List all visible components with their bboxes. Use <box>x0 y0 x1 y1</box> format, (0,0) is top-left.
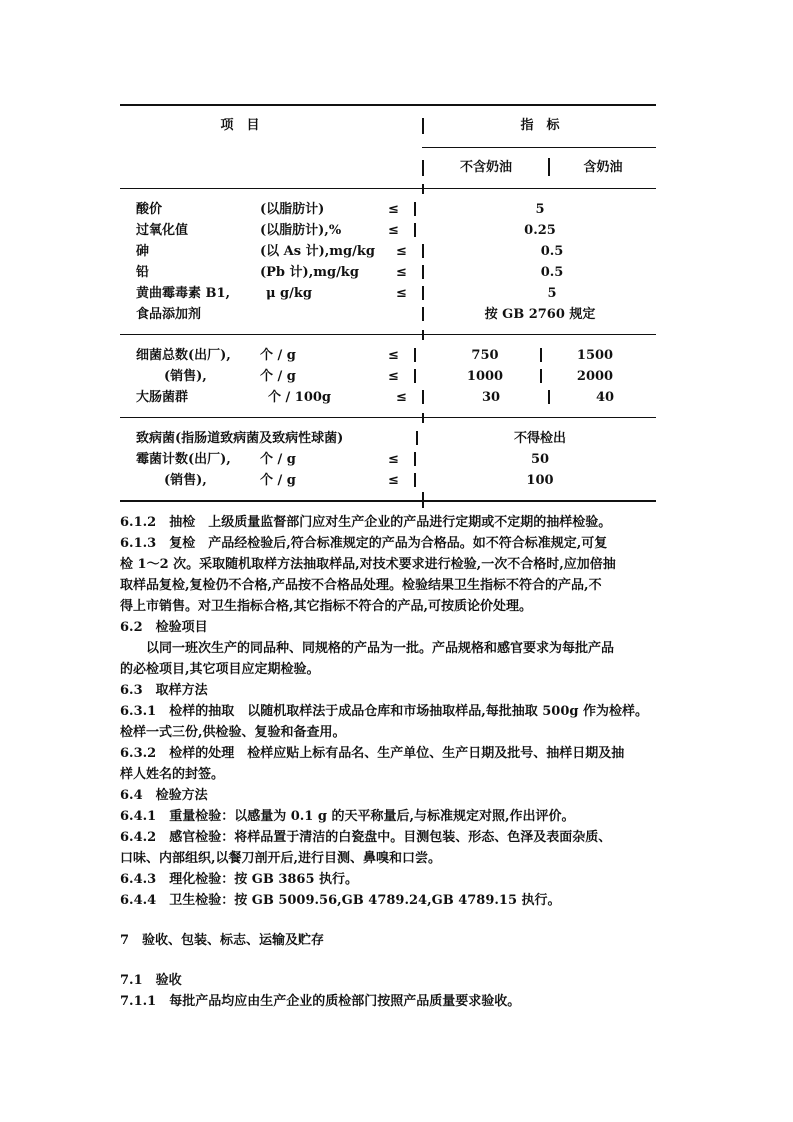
text-line: 样人姓名的封签。 <box>120 767 225 782</box>
row-name: (销售), <box>164 473 207 488</box>
row-divider <box>414 452 416 466</box>
row-value: 0.5 <box>540 244 564 259</box>
header-no-butter: 不含奶油 <box>459 160 512 175</box>
row-value: 0.5 <box>540 265 564 280</box>
row-op: ≤ <box>388 202 399 217</box>
row-name: (销售), <box>164 369 207 384</box>
row-name: 过氧化值 <box>136 223 189 238</box>
text-line: 的必检项目,其它项目应定期检验。 <box>120 662 320 677</box>
text-line: 口味、内部组织,以餐刀剖开后,进行目测、鼻嗅和口尝。 <box>120 851 442 866</box>
text-line: 6.4.2 感官检验：将样品置于清洁的白瓷盘中。目测包装、形态、色泽及表面杂质、 <box>120 830 612 845</box>
chapter-heading: 7 验收、包装、标志、运输及贮存 <box>120 933 325 948</box>
row-unit: (以脂肪计) <box>260 202 325 217</box>
row-value: 不得检出 <box>513 431 566 446</box>
text-line: 7.1.1 每批产品均应由生产企业的质检部门按照产品质量要求验收。 <box>120 994 521 1009</box>
row-op: ≤ <box>388 348 399 363</box>
row-divider <box>422 265 424 279</box>
text-line: 以同一班次生产的同品种、同规格的产品为一批。产品规格和感官要求为每批产品 <box>120 641 615 656</box>
row-value-butter: 40 <box>595 390 615 405</box>
text-line: 6.4.4 卫生检验：按 GB 5009.56,GB 4789.24,GB 4789.15 执行。 <box>120 893 561 908</box>
section-heading: 7.1 验收 <box>120 973 182 988</box>
text-line: 6.3.2 检样的处理 检样应贴上标有品名、生产单位、生产日期及批号、抽样日期及抽 <box>120 746 625 761</box>
text-line: 6.1.2 抽检 上级质量监督部门应对生产企业的产品进行定期或不定期的抽样检验。 <box>120 515 612 530</box>
row-name: 大肠菌群 <box>136 390 189 405</box>
text-line: 取样品复检,复检仍不合格,产品按不合格品处理。检验结果卫生指标不符合的产品,不 <box>120 578 602 593</box>
row-op: ≤ <box>396 244 407 259</box>
row-name: 铅 <box>136 265 150 280</box>
table-top-rule <box>120 104 656 106</box>
row-value: 按 GB 2760 规定 <box>484 307 596 322</box>
row-unit: (Pb 计),mg/kg <box>260 265 359 280</box>
row-unit: (以脂肪计),% <box>260 223 342 238</box>
row-op: ≤ <box>388 369 399 384</box>
row-op: ≤ <box>396 390 407 405</box>
header-butter: 含奶油 <box>583 160 623 175</box>
row-unit: 个 / g <box>260 369 296 384</box>
row-op: ≤ <box>396 286 407 301</box>
row-value: 5 <box>535 202 545 217</box>
row-unit: 个 / g <box>260 473 296 488</box>
row-value-no-butter: 1000 <box>466 369 504 384</box>
row-value: 50 <box>530 452 550 467</box>
row-value-no-butter: 750 <box>471 348 499 363</box>
row-subdivider <box>540 348 542 362</box>
row-name: 酸价 <box>136 202 163 217</box>
row-op: ≤ <box>388 452 399 467</box>
header-bottom-rule <box>120 188 656 189</box>
header-item: 项 目 <box>220 118 260 133</box>
row-divider <box>414 223 416 237</box>
row-divider <box>414 202 416 216</box>
row-unit: 个 / g <box>260 348 296 363</box>
row-value: 5 <box>547 286 557 301</box>
row-op: ≤ <box>388 473 399 488</box>
section-heading: 6.4 检验方法 <box>120 788 208 803</box>
section-heading: 6.3 取样方法 <box>120 683 208 698</box>
group2-bottom-rule <box>120 417 656 418</box>
text-line: 得上市销售。对卫生指标合格,其它指标不符合的产品,可按质论价处理。 <box>120 599 533 614</box>
row-name: 砷 <box>136 244 150 259</box>
row-divider <box>422 286 424 300</box>
row-name: 霉菌计数(出厂), <box>136 452 231 467</box>
row-name: 细菌总数(出厂), <box>136 348 231 363</box>
row-value-no-butter: 30 <box>481 390 501 405</box>
divider <box>422 330 424 340</box>
row-value: 100 <box>526 473 554 488</box>
row-name: 黄曲霉毒素 B1, <box>136 286 231 301</box>
table-bottom-rule <box>120 500 656 502</box>
row-unit: 个 / 100g <box>268 390 332 405</box>
text-line: 检样一式三份,供检验、复验和备查用。 <box>120 725 346 740</box>
row-op: ≤ <box>396 265 407 280</box>
text-line: 6.4.1 重量检验：以感量为 0.1 g 的天平称量后,与标准规定对照,作出评价。 <box>120 809 575 824</box>
row-divider <box>422 390 424 404</box>
index-sub-rule <box>422 147 656 148</box>
text-line: 6.4.3 理化检验：按 GB 3865 执行。 <box>120 872 359 887</box>
row-divider <box>422 244 424 258</box>
text-line: 6.3.1 检样的抽取 以随机取样法于成品仓库和市场抽取样品,每批抽取 500g 作为检样。 <box>120 704 648 719</box>
row-op: ≤ <box>388 223 399 238</box>
row-subdivider <box>540 369 542 383</box>
row-divider <box>416 431 418 445</box>
divider <box>422 413 424 423</box>
divider <box>422 492 424 508</box>
row-divider <box>414 473 416 487</box>
text-line: 6.1.3 复检 产品经检验后,符合标准规定的产品为合格品。如不符合标准规定,可复 <box>120 536 608 551</box>
row-value-butter: 2000 <box>576 369 614 384</box>
row-value-butter: 1500 <box>576 348 614 363</box>
row-name: 食品添加剂 <box>136 307 202 322</box>
row-value: 0.25 <box>524 223 556 238</box>
section-heading: 6.2 检验项目 <box>120 620 208 635</box>
row-unit: 个 / g <box>260 452 296 467</box>
header-index: 指 标 <box>520 118 560 133</box>
row-divider <box>414 369 416 383</box>
text-line: 检 1～2 次。采取随机取样方法抽取样品,对技术要求进行检验,一次不合格时,应加倍抽 <box>120 557 616 572</box>
divider <box>422 184 424 194</box>
group1-bottom-rule <box>120 334 656 335</box>
row-name: 致病菌(指肠道致病菌及致病性球菌) <box>136 431 344 446</box>
row-divider <box>414 348 416 362</box>
row-unit: (以 As 计),mg/kg <box>260 244 375 259</box>
row-subdivider <box>548 390 550 404</box>
row-unit: μ g/kg <box>266 286 312 301</box>
quality-index-table <box>120 104 656 504</box>
